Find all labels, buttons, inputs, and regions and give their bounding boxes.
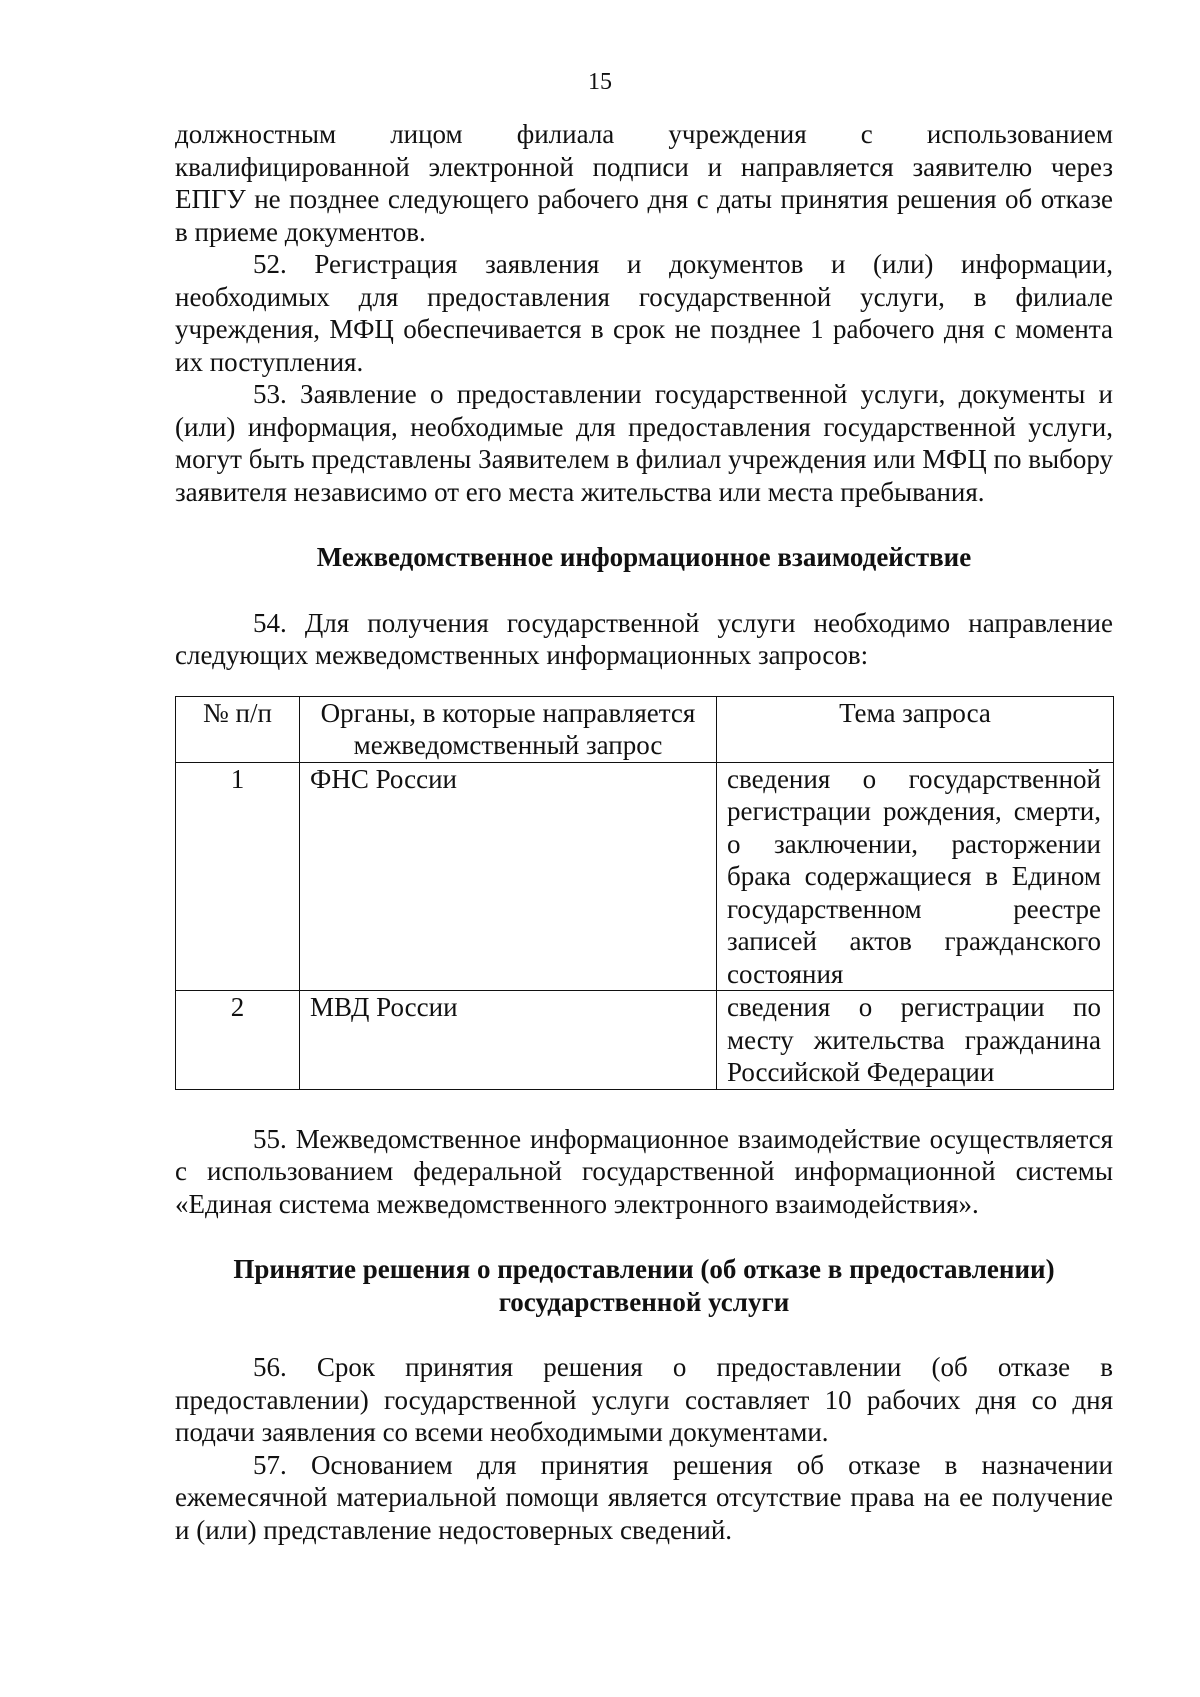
paragraph-52: 52. Регистрация заявления и документов и (или) информации, необходимых для предоставления государственной услуги, в филиале учреждения, МФЦ обеспечивается в срок не позднее 1 рабочего дня с момента их поступления. [175,249,1113,377]
row-topic: сведения о государственной регистрации рождения, смерти, о заключении, расторжении брака содержащиеся в Едином государственном реестре записей актов гражданского состояния [717,762,1114,991]
column-header-organ: Органы, в которые направляется межведомственный запрос [300,696,717,762]
column-header-number: № п/п [176,696,300,762]
row-number: 1 [176,762,300,991]
row-organ: ФНС России [300,762,717,991]
interagency-requests-table [175,696,1114,1090]
table-row [176,991,1114,1090]
paragraph-57: 57. Основанием для принятия решения об отказе в назначении ежемесячной материальной помощи является отсутствие права на ее получение и (или) представление недостоверных сведений. [175,1449,1113,1545]
section-heading-interagency: Межведомственное информационное взаимодействие [316,542,972,572]
paragraph-54: 54. Для получения государственной услуги необходимо направление следующих межведомственных информационных запросов: [175,607,1113,670]
row-number: 2 [176,991,300,1090]
paragraph-55: 55. Межведомственное информационное взаимодействие осуществляется с использованием федеральной государственной информационной системы «Единая система межведомственного электронного взаимодействия». [175,1123,1113,1219]
table-row [176,762,1114,991]
table-header-row [176,696,1114,762]
document-body [175,118,1113,1546]
row-organ: МВД России [300,991,717,1090]
paragraph-56: 56. Срок принятия решения о предоставлении (об отказе в предоставлении) государственной услуги составляет 10 рабочих дня со дня подачи заявления со всеми необходимыми документами. [175,1352,1113,1447]
section-heading-decision: Принятие решения о предоставлении (об отказе в предоставлении) государственной услуги [233,1254,1055,1317]
paragraph-51-continuation: должностным лицом филиала учреждения с использованием квалифицированной электронной подписи и направляется заявителю через ЕПГУ не позднее следующего рабочего дня с даты принятия решения об отказе в приеме документов. [175,119,1113,247]
paragraph-53: 53. Заявление о предоставлении государственной услуги, документы и (или) информация, необходимые для предоставления государственной услуги, могут быть представлены Заявителем в филиал учреждения или МФЦ по выбору заявителя независимо от его места жительства или места пребывания. [175,379,1113,507]
column-header-topic: Тема запроса [717,696,1114,762]
row-topic: сведения о регистрации по месту жительства гражданина Российской Федерации [717,991,1114,1090]
page-number: 15 [588,69,612,95]
